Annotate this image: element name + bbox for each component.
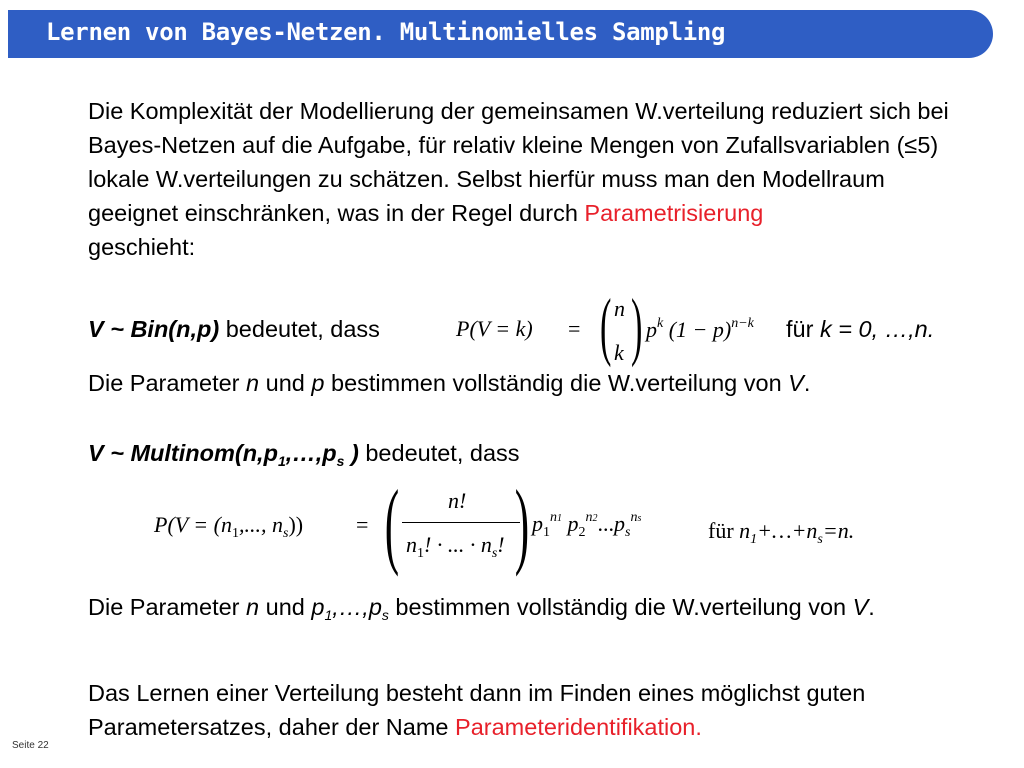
mf-den-c: !: [497, 532, 505, 557]
mf-den-a: n: [406, 532, 417, 557]
binomial-eq: =: [568, 316, 581, 341]
paragraph-2-wrap: [88, 366, 968, 400]
p3-subs: s: [381, 607, 389, 623]
page-number: Seite 22: [12, 740, 49, 751]
p3-v: V: [852, 594, 869, 620]
mf-den-b: ! · ... · n: [424, 532, 492, 557]
mf-cond-n1: n: [739, 518, 751, 543]
mf-lhs-mid: ,..., n: [238, 512, 283, 537]
binomial-top: n: [614, 296, 625, 321]
binomial-right-paren: ): [630, 284, 643, 368]
binomial-bottom: k: [614, 340, 624, 365]
mf-p1-sup: [550, 510, 562, 525]
mf-p2-sup-n: n: [585, 510, 593, 525]
binomial-range: k = 0, …,n.: [819, 316, 935, 342]
p3-c: ,…,p: [332, 594, 382, 620]
mf-cond-subs: s: [817, 532, 823, 547]
mf-p1-sub: 1: [543, 525, 550, 540]
mf-ps-sup-sub: s: [637, 513, 642, 524]
multinomial-formula: [150, 470, 1010, 577]
paragraph-1-tail: geschieht:: [88, 234, 196, 260]
mf-cond-b: +…+n: [757, 518, 818, 543]
p2-c: bestimmen vollständig die W.verteilung von: [324, 370, 789, 396]
paragraph-3: [88, 590, 968, 632]
binomial-fuer: für: [786, 316, 820, 342]
mf-lhs-sub1: 1: [231, 526, 239, 541]
paragraph-4: [88, 676, 968, 744]
mf-left-paren: (: [384, 470, 400, 577]
binomial-line: [88, 284, 988, 368]
p4-text: Das Lernen einer Verteilung besteht dann im Finden eines möglichst guten Parametersatzes, daher der Name: [88, 680, 866, 740]
mf-ps-sup-n: n: [630, 510, 638, 525]
mh-a: V ~ Multinom(n,p: [88, 440, 278, 466]
binomial-left-paren: (: [599, 284, 612, 368]
highlight-parameteridentifikation: Parameteridentifikation.: [455, 714, 702, 740]
p2-v: V: [788, 370, 804, 396]
mf-p2-sup: [586, 510, 598, 525]
p2-d: .: [803, 370, 811, 396]
mf-lhs-end: )): [288, 512, 304, 537]
mf-ps-sub: s: [625, 525, 631, 540]
p3-p: p: [311, 594, 325, 620]
mf-dots: ...: [597, 511, 614, 536]
mf-den-sub1: 1: [417, 546, 424, 561]
p3-d: bestimmen vollständig die W.verteilung von: [388, 594, 853, 620]
p2-a: Die Parameter: [88, 370, 247, 396]
mf-fraction-line: [402, 522, 520, 523]
mf-right-paren: ): [514, 470, 530, 577]
mf-p1-sup-n: n: [550, 510, 557, 525]
page-title: Lernen von Bayes-Netzen. Multinomielles Sampling: [46, 18, 726, 46]
mf-numerator: n!: [448, 488, 467, 513]
mf-lhs-subs: s: [282, 526, 289, 541]
paragraph-3-wrap: [88, 590, 968, 632]
slide-content: [88, 94, 968, 264]
paragraph-1: [88, 94, 968, 264]
mf-p1: p: [532, 511, 543, 536]
mf-p2: p: [567, 511, 579, 536]
paragraph-4-wrap: [88, 676, 968, 744]
p3-n: n: [246, 594, 260, 620]
mh-subs: s: [336, 453, 345, 469]
mh-sub1: 1: [277, 453, 286, 469]
p3-b: und: [259, 594, 312, 620]
p2-p: p: [311, 370, 325, 396]
p3-a: Die Parameter: [88, 594, 247, 620]
p3-e: .: [868, 594, 875, 620]
mf-ps: p: [614, 511, 625, 536]
binomial-lead: V ~ Bin(n,p): [88, 316, 220, 342]
mf-cond-sub1: 1: [750, 532, 758, 547]
binomial-mid: bedeutet, dass: [219, 316, 380, 342]
mf-lhs: P(V = (n: [154, 512, 232, 537]
mh-mid: bedeutet, dass: [358, 440, 520, 466]
binomial-exp-nk: n−k: [731, 316, 754, 331]
p3-sub1: 1: [324, 607, 333, 623]
binomial-exp-k: k: [657, 316, 664, 331]
highlight-parametrisierung: Parametrisierung: [584, 200, 764, 226]
mf-ps-sup: [630, 510, 641, 525]
mf-p1-sup-sub: 1: [557, 513, 562, 524]
paragraph-1-text: Die Komplexität der Modellierung der gemeinsamen W.verteilung reduziert sich bei Bayes-Netzen auf die Aufgabe, für relativ kleine Mengen von Zufallsvariablen (≤5) lokale W.verteilungen zu schätzen. Selbst hierfür muss man den Modellraum geeignet einschränken, was in der Regel durch: [88, 98, 949, 226]
mh-c: ): [344, 440, 359, 466]
binomial-paren-term: (1 − p): [668, 317, 732, 342]
p2-b: und: [259, 370, 312, 396]
paragraph-2: [88, 366, 968, 400]
binomial-lhs: P(V = k): [456, 316, 533, 341]
mf-cond-c: =n.: [822, 518, 855, 543]
mf-cond-a: für: [708, 518, 740, 543]
title-bar: [8, 10, 993, 58]
mf-den-subs: s: [491, 546, 498, 561]
binomial-p: p: [646, 317, 657, 342]
p2-n: n: [246, 370, 260, 396]
mf-eq: =: [356, 512, 369, 537]
mf-p2-sup-sub: 2: [592, 513, 598, 524]
mf-p2-sub: 2: [578, 525, 586, 540]
mh-b: ,…,p: [285, 440, 337, 466]
